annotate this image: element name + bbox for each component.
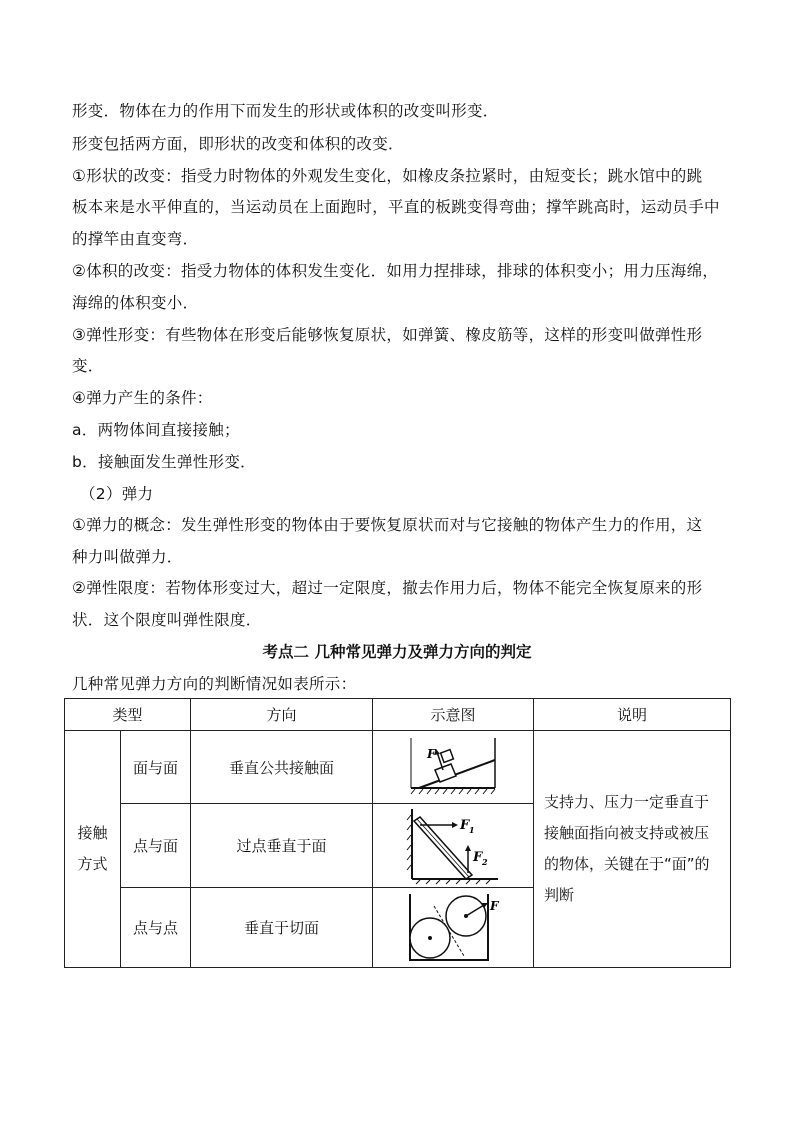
row-direction: 垂直于切面 <box>191 888 373 968</box>
paragraph-line: ③弹性形变：有些物体在形变后能够恢复原状，如弹簧、橡皮筋等，这样的形变叫做弹性形 <box>72 326 703 344</box>
diagram-cell <box>373 888 534 968</box>
table-intro: 几种常见弹力方向的判断情况如表所示： <box>72 675 357 693</box>
floor-hatch <box>416 880 490 884</box>
paragraph-line: ④弹力产生的条件： <box>72 389 213 407</box>
note-line: 支持力、压力一定垂直于 <box>544 793 710 811</box>
block <box>435 764 456 782</box>
ground-hatch <box>411 789 495 794</box>
force1-label: F <box>460 817 470 833</box>
block-top <box>441 750 454 763</box>
force-label: F <box>490 898 499 913</box>
section-heading: 考点二 几种常见弹力及弹力方向的判定 <box>262 643 532 661</box>
group-label <box>65 731 121 968</box>
paragraph-line: 种力叫做弹力． <box>72 548 183 566</box>
force2-arrowhead <box>465 845 471 851</box>
paragraph-line: ②弹性限度：若物体形变过大，超过一定限度，撤去作用力后，物体不能完全恢复原来的形 <box>72 579 703 597</box>
paragraph-line: 海绵的体积变小． <box>72 294 199 312</box>
row-type: 点与点 <box>121 888 191 968</box>
paragraph-line: ①弹力的概念：发生弹性形变的物体由于要恢复原状而对与它接触的物体产生力的作用，这 <box>72 516 703 534</box>
row-type: 面与面 <box>121 731 191 804</box>
diagram-cell <box>373 804 534 888</box>
header-diagram: 示意图 <box>373 699 534 731</box>
row-direction: 过点垂直于面 <box>191 804 373 888</box>
note-line: 的物体，关键在于“面”的 <box>544 855 710 873</box>
note-line: 判断 <box>544 886 575 904</box>
wall-hatch <box>407 815 411 870</box>
diagram-cell <box>373 731 534 804</box>
incline-block-diagram <box>407 736 499 798</box>
paragraph-line: ②体积的改变：指受力物体的体积发生变化．如用力捏排球，排球的体积变小；用力压海绵， <box>72 262 719 280</box>
paragraph-line: 的撑竿由直变弯． <box>72 230 199 248</box>
paragraph-line: 板本来是水平伸直的，当运动员在上面跑时，平直的板跳变得弯曲；撑竿跳高时，运动员手中 <box>72 198 720 216</box>
incline-surface <box>419 760 495 788</box>
force1-arrowhead <box>452 822 458 828</box>
paragraph-line: 变． <box>72 357 104 375</box>
note-cell <box>534 731 731 968</box>
force1-subscript: 1 <box>469 824 475 835</box>
header-note: 说明 <box>534 699 731 731</box>
paragraph-line: a．两物体间直接接触； <box>72 421 240 439</box>
note-line: 接触面指向被支持或被压 <box>544 824 710 842</box>
row-type: 点与面 <box>121 804 191 888</box>
table-row <box>65 731 731 804</box>
paragraph-line: 状．这个限度叫弹性限度． <box>72 611 262 629</box>
two-balls-diagram <box>406 892 500 964</box>
paragraph-line: 形变包括两方面，即形状的改变和体积的改变． <box>72 135 404 153</box>
rod-in-corner-diagram <box>406 807 500 885</box>
paragraph-line: ①形状的改变：指受力时物体的外观发生变化，如橡皮条拉紧时，由短变长；跳水馆中的跳 <box>72 167 703 185</box>
subsection-label: （2）弹力 <box>80 485 154 503</box>
row-direction: 垂直公共接触面 <box>191 731 373 804</box>
force-label: F <box>427 747 436 761</box>
table-header-row <box>65 699 731 731</box>
header-direction: 方向 <box>191 699 373 731</box>
group-label-line1: 接触 <box>77 824 108 842</box>
force2-subscript: 2 <box>482 856 488 867</box>
header-type: 类型 <box>65 699 191 731</box>
paragraph-line: b．接触面发生弹性形变． <box>72 453 256 471</box>
ball-left-center <box>428 936 432 940</box>
elastic-force-table <box>64 698 731 968</box>
group-label-line2: 方式 <box>77 855 108 873</box>
paragraph-line: 形变．物体在力的作用下而发生的形状或体积的改变叫形变． <box>72 102 499 120</box>
force2-label: F <box>473 849 483 865</box>
